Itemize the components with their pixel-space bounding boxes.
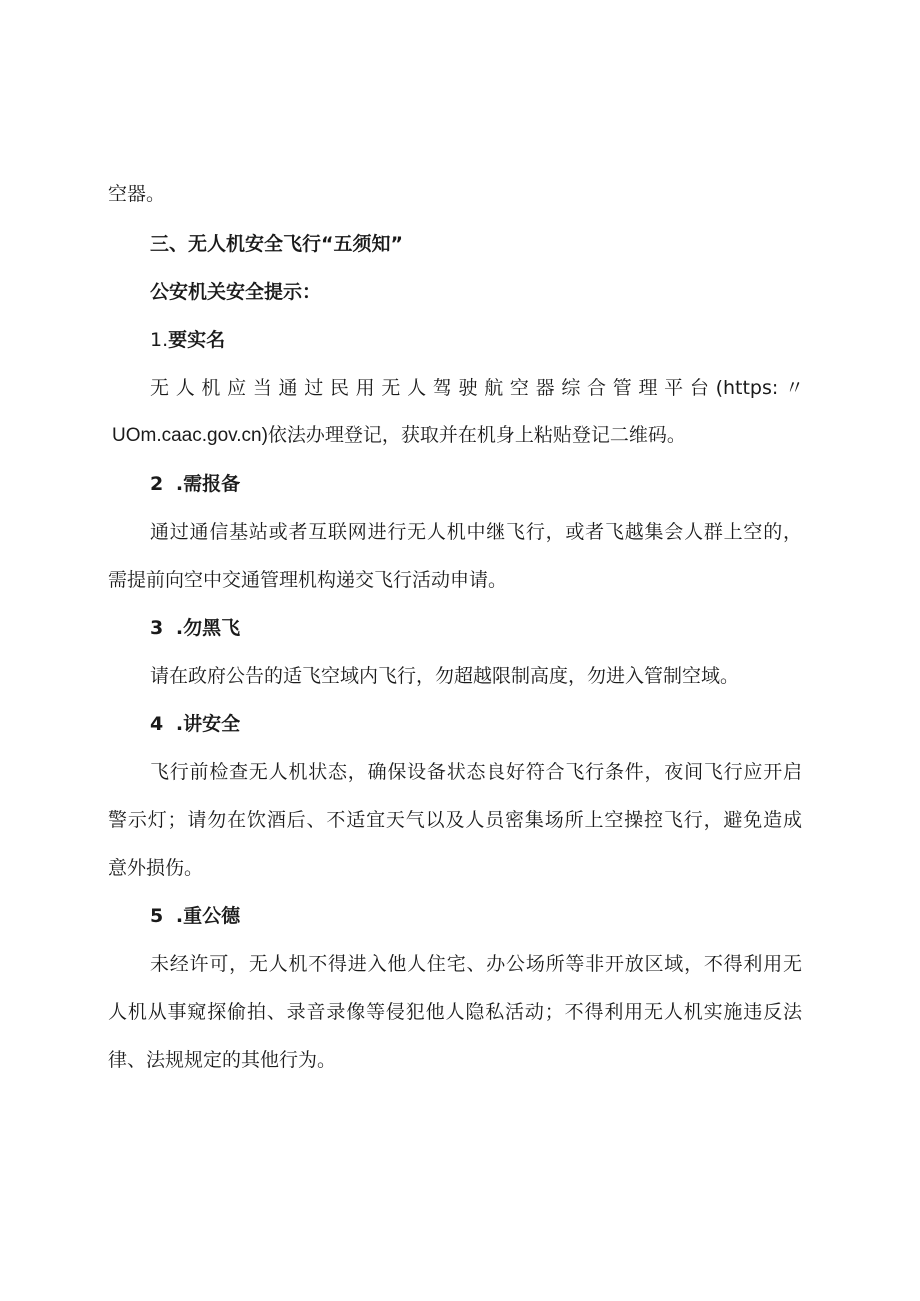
item-5-heading [150,904,240,928]
item-title: .重公德 [175,905,241,927]
item-5-line-1: 未经许可，无人机不得进入他人住宅、办公场所等非开放区域，不得利用无 [150,953,802,975]
item-4-line-2: 警示灯；请勿在饮酒后、不适宜天气以及人员密集场所上空操控飞行，避免造成 [108,809,802,831]
item-3-line-1: 请在政府公告的适飞空域内飞行，勿超越限制高度，勿进入管制空域。 [150,665,740,687]
item-5-line-2: 人机从事窥探偷拍、录音录像等侵犯他人隐私活动；不得利用无人机实施违反法 [108,1001,802,1023]
item-2-line-1: 通过通信基站或者互联网进行无人机中继飞行，或者飞越集会人群上空的， [150,521,802,543]
item-4-line-1: 飞行前检查无人机状态，确保设备状态良好符合飞行条件，夜间飞行应开启 [150,761,802,783]
item-number: 2 [150,473,164,495]
item-3-heading [150,616,240,640]
item-number: 1. [150,329,169,351]
item-4-line-3: 意外损伤。 [108,857,204,879]
item-1-line-2: UOm.caac.gov.cn)依法办理登记，获取并在机身上粘贴登记二维码。 [112,425,686,446]
item-1-heading [150,328,225,352]
item-4-heading [150,712,240,736]
item-1-line-1: 无人机应当通过民用无人驾驶航空器综合管理平台(https:〃 [150,377,804,399]
item-5-line-3: 律、法规规定的其他行为。 [108,1049,337,1071]
item-number: 3 [150,617,164,639]
item-number: 5 [150,905,164,927]
subheading: 公安机关安全提示： [150,281,322,303]
item-title: .需报备 [175,473,241,495]
item-2-line-2: 需提前向空中交通管理机构递交飞行活动申请。 [108,569,508,591]
item-number: 4 [150,713,164,735]
item-title: .勿黑飞 [175,617,241,639]
item-title: .讲安全 [175,713,241,735]
item-2-heading [150,472,240,496]
section-heading: 三、无人机安全飞行“五须知” [150,233,403,255]
continuation-text: 空器。 [108,183,166,205]
item-title: 要实名 [168,329,226,351]
